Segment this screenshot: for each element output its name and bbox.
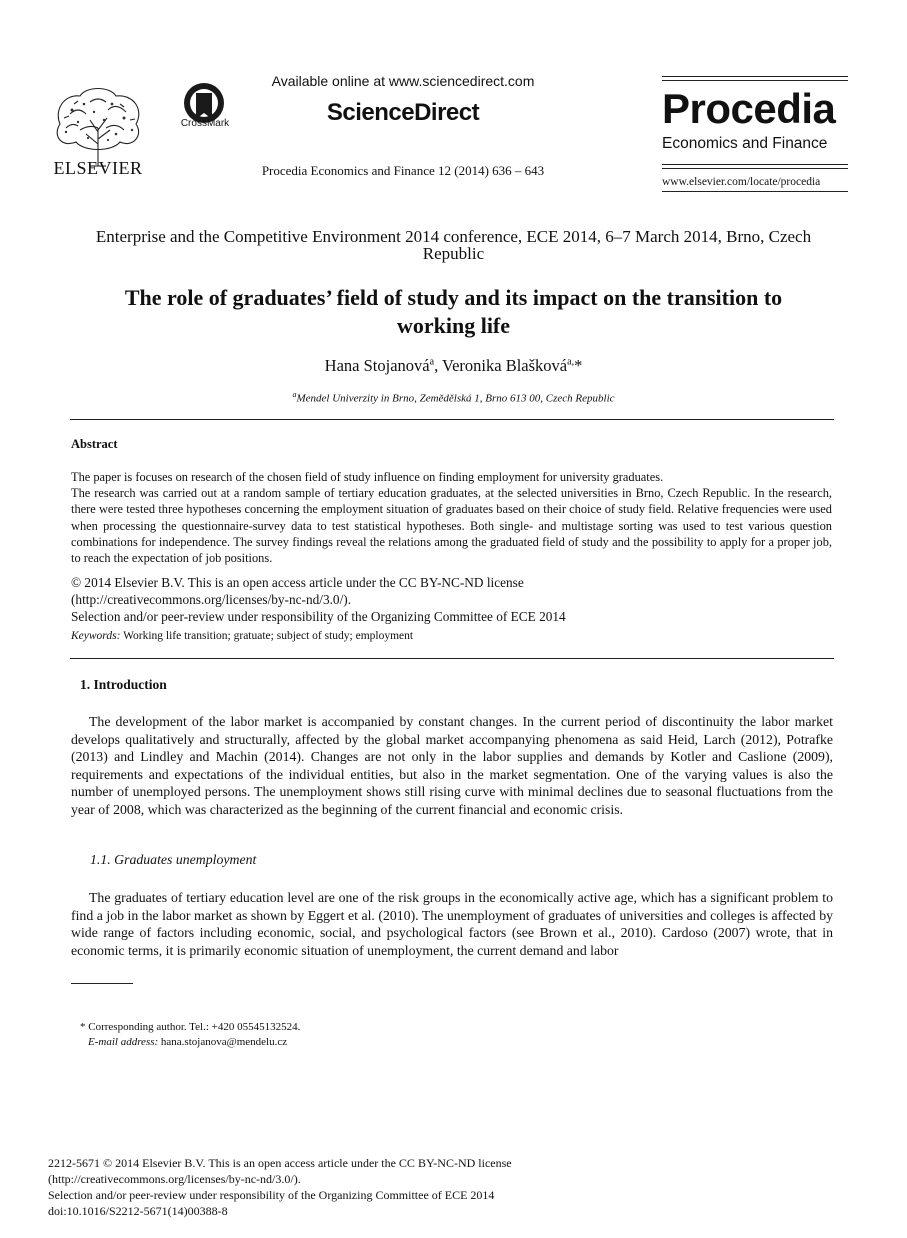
crossmark-label: CrossMark xyxy=(180,118,230,129)
abstract-heading: Abstract xyxy=(71,437,118,451)
license-url-link[interactable]: (http://creativecommons.org/licenses/by-nc-nd/3.0/). xyxy=(71,592,352,607)
procedia-mid-rule-2 xyxy=(662,168,848,169)
author-2-affiliation-mark: a, xyxy=(567,356,575,368)
paper-title-line-1: The role of graduates’ field of study and its impact on the transition to xyxy=(124,285,783,310)
keywords-list: Working life transition; gratuate; subject of study; employment xyxy=(120,630,414,642)
journal-url-link[interactable]: www.elsevier.com/locate/procedia xyxy=(662,176,821,188)
affiliation xyxy=(60,390,847,405)
corresponding-asterisk: * xyxy=(574,356,583,375)
email-note xyxy=(88,1036,788,1048)
introduction-paragraph: The development of the labor market is accompanied by constant changes. In the current period of discontinuity the labor market develops qualitatively and structurally, affected by the global market accompanying phenomena as said Heid, Larch (2012), Potrafke (2013) and Lindley and Machin (2014). Changes are not only in the labor supplies and demands by Kotler and Caslione (2009), requirements and expectations of the individual entities, but also in the market segmentation. One of the varying values is also the number of unemployed persons. The unemployment shows still rising curve with minimal declines due to seasonal fluctuations from the year of 2008, which was characterized as the beginning of the current financial and economic crisis. xyxy=(71,714,833,817)
conference-info xyxy=(60,228,847,262)
email-label: E-mail address: xyxy=(88,1036,159,1048)
author-1: Hana Stojanová xyxy=(324,356,430,375)
available-online-text: Available online at www.sciencedirect.com xyxy=(271,73,535,89)
procedia-top-rule-2 xyxy=(662,80,848,81)
license-block xyxy=(71,574,832,625)
abstract-top-rule xyxy=(70,419,834,420)
procedia-subtitle: Economics and Finance xyxy=(662,135,828,152)
section-heading-introduction: 1. Introduction xyxy=(80,677,167,692)
author-2: Veronika Blašková xyxy=(442,356,568,375)
author-separator: , xyxy=(434,356,443,375)
copyright-line: © 2014 Elsevier B.V. This is an open access article under the CC BY-NC-ND license xyxy=(71,575,524,590)
abstract-bottom-rule xyxy=(70,658,834,659)
procedia-mid-rule xyxy=(662,164,848,165)
abstract-paragraph-1: The paper is focuses on research of the chosen field of study influence on finding employment for university graduates. xyxy=(71,470,664,484)
conference-line-2: Republic xyxy=(422,244,485,263)
footer-review-line: Selection and/or peer-review under responsibility of the Organizing Committee of ECE 2014 xyxy=(48,1188,495,1202)
footer-doi[interactable]: doi:10.1016/S2212-5671(14)00388-8 xyxy=(48,1204,228,1218)
footer-license-link[interactable]: (http://creativecommons.org/licenses/by-nc-nd/3.0/). xyxy=(48,1172,301,1186)
paper-title xyxy=(60,284,847,340)
footnote-rule xyxy=(71,983,133,984)
paper-title-line-2: working life xyxy=(396,313,511,338)
sciencedirect-logo[interactable]: ScienceDirect xyxy=(326,99,480,126)
email-address[interactable]: hana.stojanova@mendelu.cz xyxy=(158,1036,288,1048)
corresponding-author-note: * Corresponding author. Tel.: +420 05545132524. xyxy=(80,1021,301,1033)
graduates-paragraph: The graduates of tertiary education level are one of the risk groups in the economically active age, which has a significant problem to find a job in the labor market as shown by Eggert et al. (2010). The unemployment of graduates of universities and colleges is affected by wide range of factors including economic, social, and psychological factors (see Brown et al., 2010). Cardoso (2007) wrote, that in economic terms, it is primarily economic situation of unemployment, the current demand and labor xyxy=(71,890,833,958)
author-list xyxy=(60,356,847,376)
subsection-heading-graduates: 1.1. Graduates unemployment xyxy=(90,852,257,867)
affiliation-mark: a xyxy=(292,390,297,399)
keywords-label: Keywords: xyxy=(71,630,121,642)
page-footer xyxy=(48,1155,848,1219)
procedia-logo: Procedia xyxy=(662,85,836,132)
procedia-bottom-rule xyxy=(662,191,848,192)
footer-issn-line: 2212-5671 © 2014 Elsevier B.V. This is an open access article under the CC BY-NC-ND license xyxy=(48,1156,512,1170)
publisher-name: ELSEVIER xyxy=(53,158,143,178)
conference-line-1: Enterprise and the Competitive Environment 2014 conference, ECE 2014, 6–7 March 2014, Brno, Czech xyxy=(95,227,812,246)
journal-reference: Procedia Economics and Finance 12 (2014) 636 – 643 xyxy=(261,163,545,178)
keywords xyxy=(71,630,832,642)
affiliation-text: Mendel Univerzity in Brno, Zemědělská 1, Brno 613 00, Czech Republic xyxy=(296,392,615,405)
abstract-body xyxy=(71,469,832,566)
procedia-top-rule xyxy=(662,76,848,77)
abstract-paragraph-2: The research was carried out at a random sample of tertiary education graduates, at the selected universities in Brno, Czech Republic. In the research, there were tested three hypotheses concerning the employment situation of graduates based on their choice of study field. Relative frequencies were used when processing the questionnaire-survey data to test statistical hypotheses. Both single- and multistage sorting was used to test various question combinations for independence. The survey findings reveal the relations among the graduated field of study and the possibility to apply for a proper job, to reach the expectation of job positions. xyxy=(71,486,832,566)
author-1-affiliation-mark: a xyxy=(429,356,435,368)
peer-review-line: Selection and/or peer-review under responsibility of the Organizing Committee of ECE 2014 xyxy=(71,609,566,624)
